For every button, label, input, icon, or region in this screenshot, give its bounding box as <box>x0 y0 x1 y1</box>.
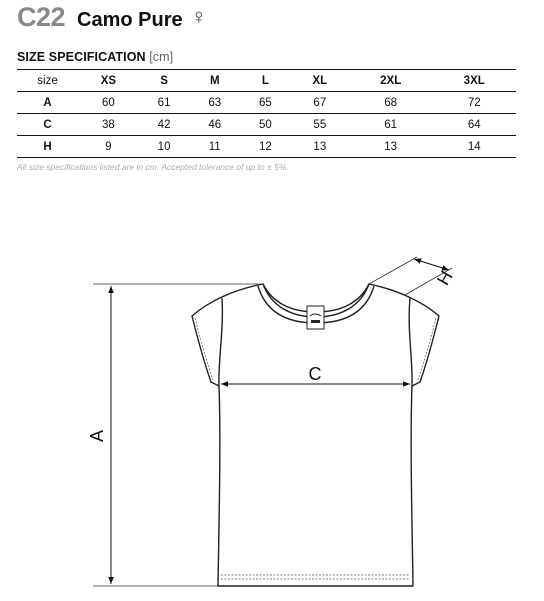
table-cell: 13 <box>349 136 433 158</box>
table-cell: 14 <box>432 136 516 158</box>
table-cell: 61 <box>349 114 433 136</box>
table-cell: 64 <box>432 114 516 136</box>
label-c: C <box>308 364 322 384</box>
column-header: 2XL <box>349 70 433 92</box>
table-cell: 63 <box>189 92 240 114</box>
column-header: 3XL <box>432 70 516 92</box>
dimension-a <box>87 284 263 586</box>
column-header: L <box>240 70 291 92</box>
column-header: M <box>189 70 240 92</box>
tolerance-note: All size specifications listed are in cm. Accepted tolerance of up to ± 5%. <box>17 162 289 172</box>
row-label: A <box>17 92 78 114</box>
table-cell: 65 <box>240 92 291 114</box>
label-a: A <box>87 429 107 443</box>
table-cell: 67 <box>291 92 349 114</box>
dimension-h <box>369 257 457 295</box>
table-cell: 46 <box>189 114 240 136</box>
column-header: XS <box>78 70 139 92</box>
neck-label-icon <box>307 306 324 329</box>
dimension-c <box>221 364 410 384</box>
table-cell: 60 <box>78 92 139 114</box>
table-cell: 55 <box>291 114 349 136</box>
label-h: H <box>432 267 457 289</box>
size-spec-heading: SIZE SPECIFICATION <box>17 50 146 64</box>
product-code: C22 <box>17 2 66 32</box>
table-cell: 50 <box>240 114 291 136</box>
table-cell: 9 <box>78 136 139 158</box>
column-header: size <box>17 70 78 92</box>
size-spec-unit: [cm] <box>149 50 174 64</box>
table-cell: 42 <box>139 114 190 136</box>
column-header: XL <box>291 70 349 92</box>
row-label: H <box>17 136 78 158</box>
product-name: Camo Pure <box>77 9 183 31</box>
table-cell: 11 <box>189 136 240 158</box>
seam-stitching <box>195 318 436 579</box>
table-cell: 38 <box>78 114 139 136</box>
table-cell: 72 <box>432 92 516 114</box>
table-cell: 68 <box>349 92 433 114</box>
column-header: S <box>139 70 190 92</box>
female-symbol-icon: ♀ <box>190 4 208 29</box>
table-cell: 13 <box>291 136 349 158</box>
table-cell: 10 <box>139 136 190 158</box>
table-cell: 61 <box>139 92 190 114</box>
row-label: C <box>17 114 78 136</box>
table-cell: 12 <box>240 136 291 158</box>
